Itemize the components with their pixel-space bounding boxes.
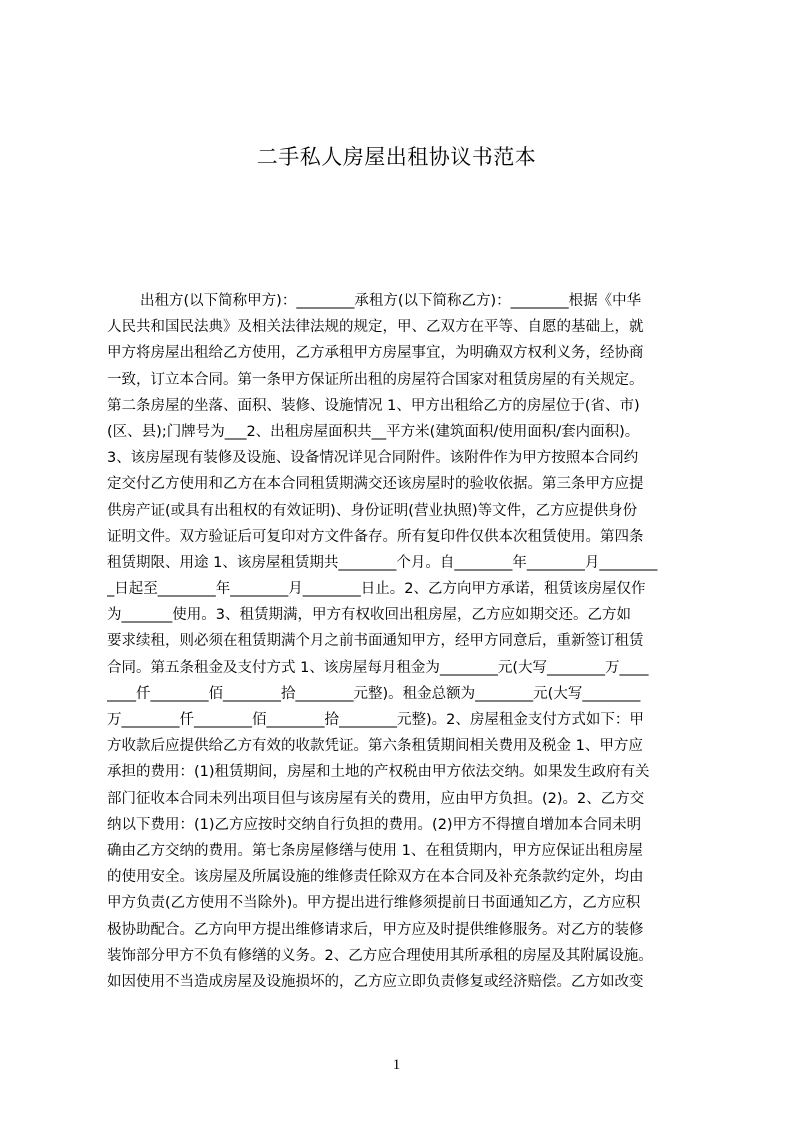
body-line: 部门征收本合同未列出项目但与该房屋有关的费用，应由甲方负担。(2)。2、乙方交: [107, 790, 645, 807]
body-line: 第二条房屋的坐落、面积、装修、设施情况 1、甲方出租给乙方的房屋位于(省、市): [107, 397, 640, 414]
body-line: _日起至________年________月________日止。2、乙方向甲方承诺，租赁该房屋仅作: [107, 581, 646, 598]
body-line: ____仟________佰________拾________元整)。租金总额为________元(大写________: [107, 685, 641, 702]
body-line: 3、该房屋现有装修及设施、设备情况详见合同附件。该附件作为甲方按照本合同约: [107, 450, 639, 467]
body-line: 甲方负责(乙方使用不当除外)。甲方提出进行维修须提前日书面通知乙方，乙方应积: [107, 895, 641, 912]
body-line: 装饰部分甲方不负有修缮的义务。2、乙方应合理使用其所承租的房屋及其附属设施。: [107, 947, 653, 964]
body-line: 供房产证(或具有出租权的有效证明)、身份证明(营业执照)等文件，乙方应提供身份: [107, 502, 638, 519]
body-line: 万________仟________佰________拾________元整)。2、房屋租金支付方式如下：甲: [107, 712, 644, 728]
body-line: 要求续租，则必须在租赁期满个月之前书面通知甲方，经甲方同意后，重新签订租赁: [107, 633, 644, 650]
body-line: 极协助配合。乙方向甲方提出维修请求后，甲方应及时提供维修服务。对乙方的装修: [107, 921, 644, 938]
body-line: 纳以下费用：(1)乙方应按时交纳自行负担的费用。(2)甲方不得擅自增加本合同未明: [107, 816, 642, 833]
body-line: 确由乙方交纳的费用。第七条房屋修缮与使用 1、在租赁期内，甲方应保证出租房屋: [107, 842, 643, 859]
document-title: 二手私人房屋出租协议书范本: [256, 145, 537, 169]
body-line: 租赁期限、用途 1、该房屋租赁期共________个月。自________年________月________: [107, 554, 658, 571]
body-line: 为_______使用。3、租赁期满，甲方有权收回出租房屋，乙方应如期交还。乙方如: [107, 607, 631, 624]
body-line: 的使用安全。该房屋及所属设施的维修责任除双方在本合同及补充条款约定外，均由: [107, 869, 644, 886]
body-line: (区、县);门牌号为___2、出租房屋面积共__平方米(建筑面积/使用面积/套内面积)。: [107, 423, 640, 440]
body-line: 人民共和国民法典》及相关法律法规的规定，甲、乙双方在平等、自愿的基础上，就: [107, 319, 644, 336]
body-line: 承担的费用：(1)租赁期间，房屋和土地的产权税由甲方依法交纳。如果发生政府有关: [107, 764, 650, 781]
contract-body: [107, 288, 700, 1074]
body-line: 定交付乙方使用和乙方在本合同租赁期满交还该房屋时的验收依据。第三条甲方应提: [107, 476, 644, 493]
body-line: 一致，订立本合同。第一条甲方保证所出租的房屋符合国家对租赁房屋的有关规定。: [107, 371, 644, 388]
body-line: 证明文件。双方验证后可复印对方文件备存。所有复印件仅供本次租赁使用。第四条: [107, 528, 644, 545]
body-line: 方收款后应提供给乙方有效的收款凭证。第六条租赁期间相关费用及税金 1、甲方应: [107, 738, 643, 755]
body-line: 出租方(以下简称甲方)：________承租方(以下简称乙方)：________根据《中华: [140, 293, 642, 309]
page-number: 1: [392, 1057, 401, 1073]
body-line: 甲方将房屋出租给乙方使用，乙方承租甲方房屋事宜，为明确双方权利义务，经协商: [107, 345, 644, 362]
body-line: 合同。第五条租金及支付方式 1、该房屋每月租金为________元(大写________万____: [107, 659, 649, 676]
body-line: 如因使用不当造成房屋及设施损坏的，乙方应立即负责修复或经济赔偿。乙方如改变: [107, 973, 644, 990]
